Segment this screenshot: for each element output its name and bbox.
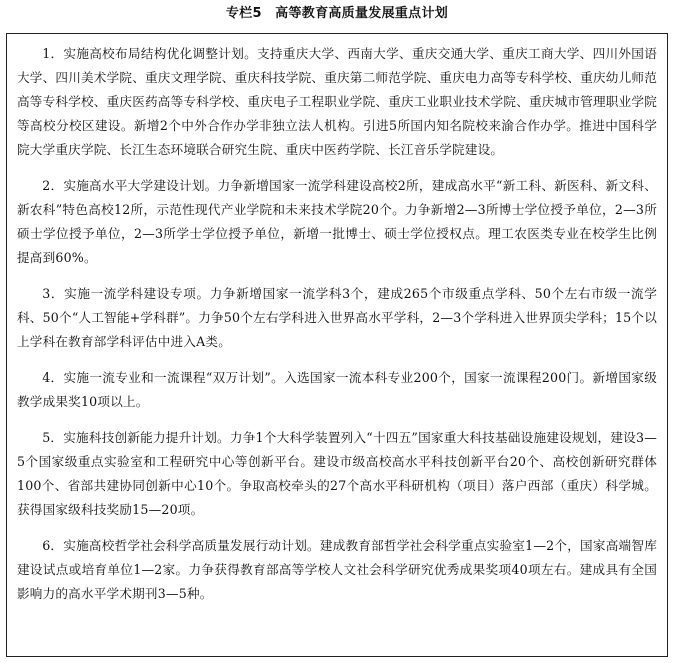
plan-item-2: 2．实施高水平大学建设计划。力争新增国家一流学科建设高校2所，建成高水平“新工科、新医科、新文科、新农科”特色高校12所，示范性现代产业学院和未来技术学院20个。力争新增2—3所博士学位授予单位，2—3所硕士学位授予单位，2—3所学士学位授予单位，新增一批博士、硕士学位授权点。理工农医类专业在校学生比例提高到60%。 [17,178,657,265]
plan-item-6: 6．实施高校哲学社会科学高质量发展行动计划。建成教育部哲学社会科学重点实验室1—2个，国家高端智库建设试点或培育单位1—2家。力争获得教育部高等学校人文社会科学研究优秀成果奖项40项左右。建成具有全国影响力的高水平学术期刊3—5种。 [17,538,657,601]
plan-item-1: 1．实施高校布局结构优化调整计划。支持重庆大学、西南大学、重庆交通大学、重庆工商大学、四川外国语大学、四川美术学院、重庆文理学院、重庆科技学院、重庆第二师范学院、重庆电力高等专科学校、重庆幼儿师范高等专科学校、重庆医药高等专科学校、重庆电子工程职业学院、重庆工业职业技术学院、重庆城市管理职业学院等高校分校区建设。新增2个中外合作办学非独立法人机构。引进5所国内知名院校来渝合作办学。推进中国科学院大学重庆学院、长江生态环境联合研究生院、重庆中医药学院、长江音乐学院建设。 [17,46,657,157]
column-box [6,33,668,657]
column-title: 专栏5 高等教育高质量发展重点计划 [225,6,449,21]
plan-item-5: 5．实施科技创新能力提升计划。力争1个大科学装置列入“十四五”国家重大科技基础设施建设规划，建设3—5个国家级重点实验室和工程研究中心等创新平台。建设市级高校高水平科技创新平台20个、高校创新研究群体100个、省部共建协同创新中心10个。争取高校牵头的27个高水平科研机构（项目）落户西部（重庆）科学城。获得国家级科技奖励15—20项。 [17,430,657,517]
plan-item-4: 4．实施一流专业和一流课程“双万计划”。入选国家一流本科专业200个，国家一流课程200门。新增国家级教学成果奖10项以上。 [17,370,657,409]
plan-item-3: 3．实施一流学科建设专项。力争新增国家一流学科3个，建成265个市级重点学科、50个左右市级一流学科、50个“人工智能+学科群”。力争50个左右学科进入世界高水平学科，2—3个学科进入世界顶尖学科；15个以上学科在教育部学科评估中进入A类。 [17,286,657,349]
